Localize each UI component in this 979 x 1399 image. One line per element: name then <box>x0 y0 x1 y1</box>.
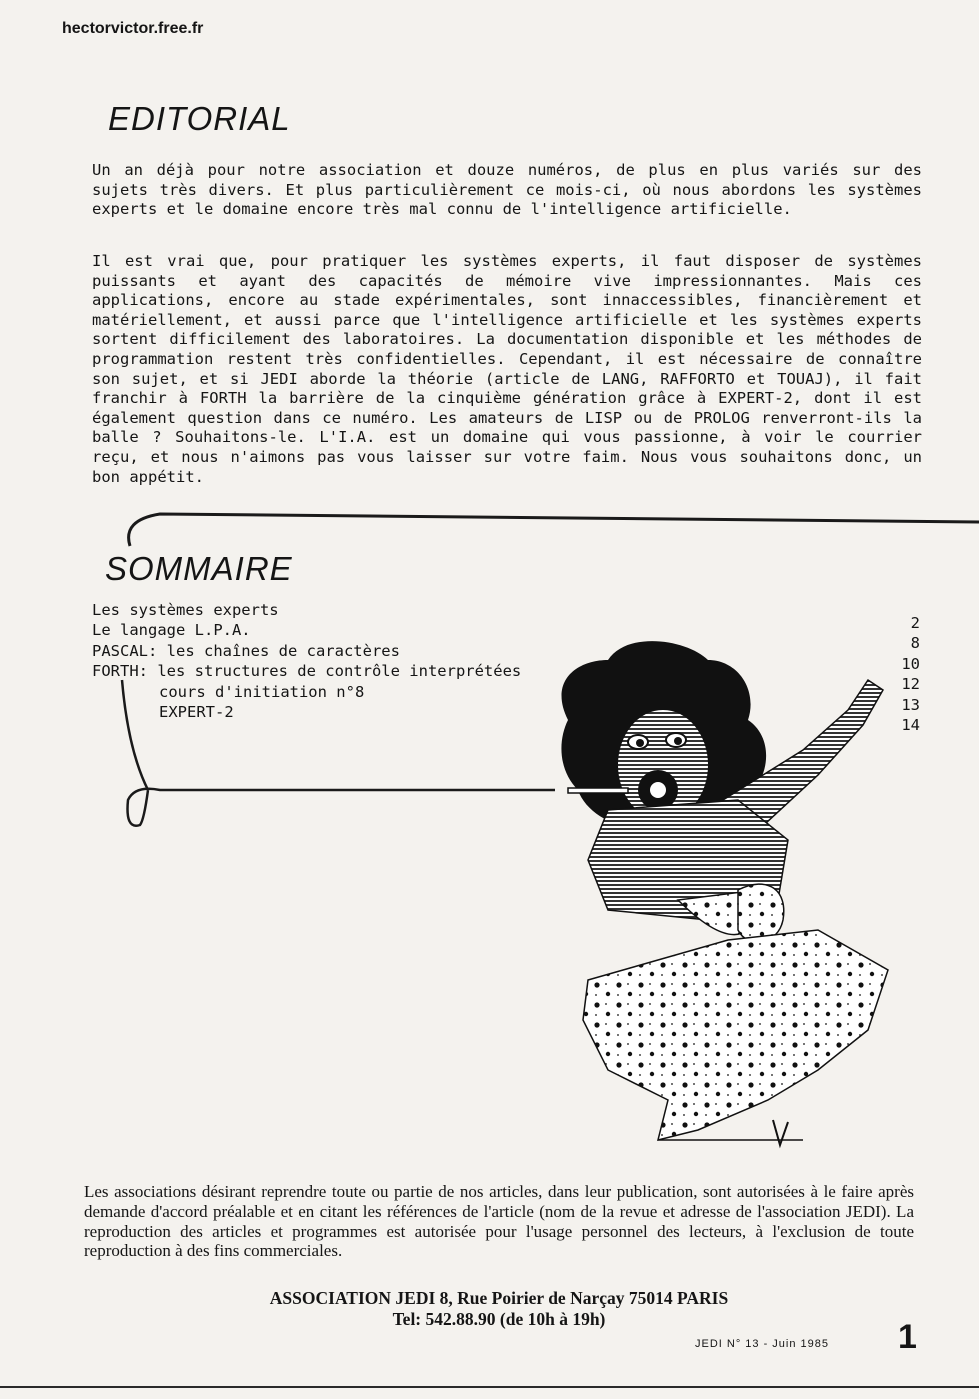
sommaire-title: SOMMAIRE <box>105 550 293 587</box>
woman-illustration <box>548 600 898 1150</box>
address-line: ASSOCIATION JEDI 8, Rue Poirier de Narçay 75014 PARIS <box>269 1288 729 1308</box>
toc-entry: PASCAL: les chaînes de caractères <box>92 641 400 660</box>
toc-entry: FORTH: les structures de contrôle interprétées <box>92 662 522 681</box>
toc-page: 10 <box>901 654 920 673</box>
toc-entry: EXPERT-2 <box>159 703 234 722</box>
toc-page: 13 <box>901 695 920 714</box>
editorial-title: EDITORIAL <box>108 100 291 137</box>
table-of-contents <box>92 600 521 722</box>
editorial-paragraph-1: Un an déjà pour notre association et douze numéros, de plus en plus variés sur des sujets très divers. Et plus particulièrement ce mois-ci, où nous abordons les systèmes experts et le domaine encore très mal connu de l'intelligence artificielle. <box>92 161 922 219</box>
toc-page: 12 <box>901 675 920 694</box>
toc-entry: cours d'initiation n°8 <box>159 682 365 701</box>
toc-entry: Les systèmes experts <box>92 601 279 619</box>
phone-line: Tel: 542.88.90 (de 10h à 19h) <box>392 1309 606 1329</box>
toc-page: 8 <box>910 634 920 653</box>
page-number: 1 <box>898 1318 917 1356</box>
issue-footer: JEDI N° 13 - Juin 1985 <box>695 1338 830 1350</box>
bottom-rule <box>0 1386 979 1388</box>
reproduction-notice: Les associations désirant reprendre toute ou partie de nos articles, dans leur publication, sont autorisées à le faire après demande d'accord préalable et en citant les références de l'article (nom de la revue et adresse de l'association JEDI). La reproduction des articles et programmes est autorisée pour l'usage personnel des lecteurs, à l'exclusion de toute reproduction à des fins commerciales. <box>84 1182 914 1261</box>
association-address <box>84 1288 914 1330</box>
toc-page: 14 <box>901 716 920 735</box>
toc-entry: Le langage L.P.A. <box>92 621 251 640</box>
editorial-paragraph-2: Il est vrai que, pour pratiquer les systèmes experts, il faut disposer de systèmes puissants et ayant des capacités de mémoire vive impressionnantes. Mais ces applications, encore au stade expérimentales, sont innaccessibles, financièrement et matériellement, et aussi parce que l'intelligence artificielle et les systèmes experts sortent difficilement des laboratoires. La documentation disponible et les méthodes de programmation restent très confidentielles. Cependant, il est nécessaire de connaître son sujet, et si JEDI aborde la théorie (article de LANG, RAFFORTO et TOUAJ), il fait franchir à FORTH la barrière de la cinquième génération grâce à EXPERT-2, dont il est également question dans ce numéro. Les amateurs de LISP ou de PROLOG renverront-ils la balle ? Souhaitons-le. L'I.A. est un domaine qui vous passionne, à voir le courrier reçu, et nous n'aimons pas vous laisser sur votre faim. Nous vous souhaitons donc, un bon appétit. <box>92 252 922 486</box>
toc-page: 2 <box>910 614 920 632</box>
site-watermark: hectorvictor.free.fr <box>62 20 204 37</box>
